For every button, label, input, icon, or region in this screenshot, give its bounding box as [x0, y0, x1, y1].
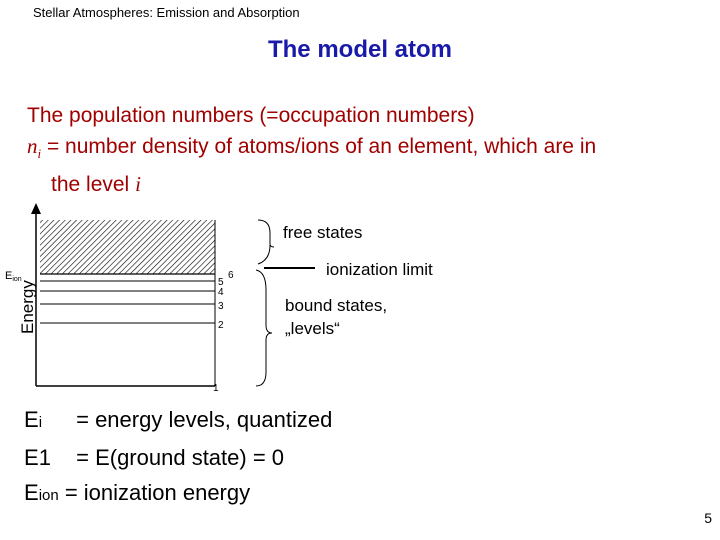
- definition-symbol-sub: i: [38, 414, 43, 431]
- page-number: 5: [704, 510, 712, 526]
- bound-states-label: bound states,: [285, 296, 388, 315]
- free-states-label: free states: [283, 223, 363, 242]
- definition-symbol-main: E: [24, 445, 39, 470]
- level-number-1: 1: [213, 383, 219, 394]
- continuum-hatched-region: [40, 220, 215, 274]
- level-number-3: 3: [218, 301, 224, 312]
- definition-symbol-sub: ion: [38, 487, 59, 504]
- intro-line-2: [27, 131, 596, 169]
- eion-label-main: E: [5, 270, 13, 282]
- definition-symbol-main: E: [24, 480, 39, 505]
- eion-label-sub: ion: [12, 276, 22, 283]
- definition-symbol-main: E: [24, 407, 39, 432]
- eion-label: [5, 270, 22, 283]
- level-number-6: 6: [228, 270, 234, 281]
- bound-states-brace: [256, 270, 272, 386]
- energy-axis-arrowhead: [31, 203, 41, 214]
- definition-symbol-eion: [24, 480, 59, 505]
- definition-symbol-ei: [24, 402, 70, 440]
- definition-symbol-e1: [24, 440, 70, 475]
- intro-line-3: [27, 169, 596, 200]
- slide-title: The model atom: [267, 36, 453, 63]
- levels-label: „levels“: [285, 319, 340, 338]
- definition-text: = ionization energy: [58, 480, 251, 505]
- free-states-brace-lower: [258, 245, 270, 264]
- ni-subscript: i: [37, 146, 42, 162]
- intro-line-2-text: = number density of atoms/ions of an element, which are in: [41, 135, 597, 158]
- definition-row-e1: [24, 440, 332, 475]
- slide-header: Stellar Atmospheres: Emission and Absorption: [33, 5, 300, 20]
- ni-variable: n: [27, 134, 38, 158]
- energy-level-diagram: [0, 200, 720, 395]
- definition-row-eion: [24, 475, 332, 513]
- definition-symbol-sub: 1: [38, 445, 51, 470]
- intro-text: [27, 100, 596, 200]
- level-number-5: 5: [218, 277, 224, 288]
- energy-axis-label: Energy: [18, 280, 37, 334]
- free-states-brace-part: [258, 220, 274, 247]
- i-variable: i: [135, 172, 141, 197]
- intro-line-3-text: the level: [51, 173, 136, 197]
- ionization-limit-label: ionization limit: [326, 260, 433, 279]
- definition-row-ei: [24, 402, 332, 440]
- definitions: [24, 402, 332, 513]
- definition-text: = E(ground state) = 0: [70, 445, 285, 470]
- level-number-2: 2: [218, 320, 224, 331]
- definition-text: = energy levels, quantized: [70, 407, 333, 432]
- level-number-4: 4: [218, 287, 224, 298]
- intro-line-1: The population numbers (=occupation numbers): [27, 104, 475, 127]
